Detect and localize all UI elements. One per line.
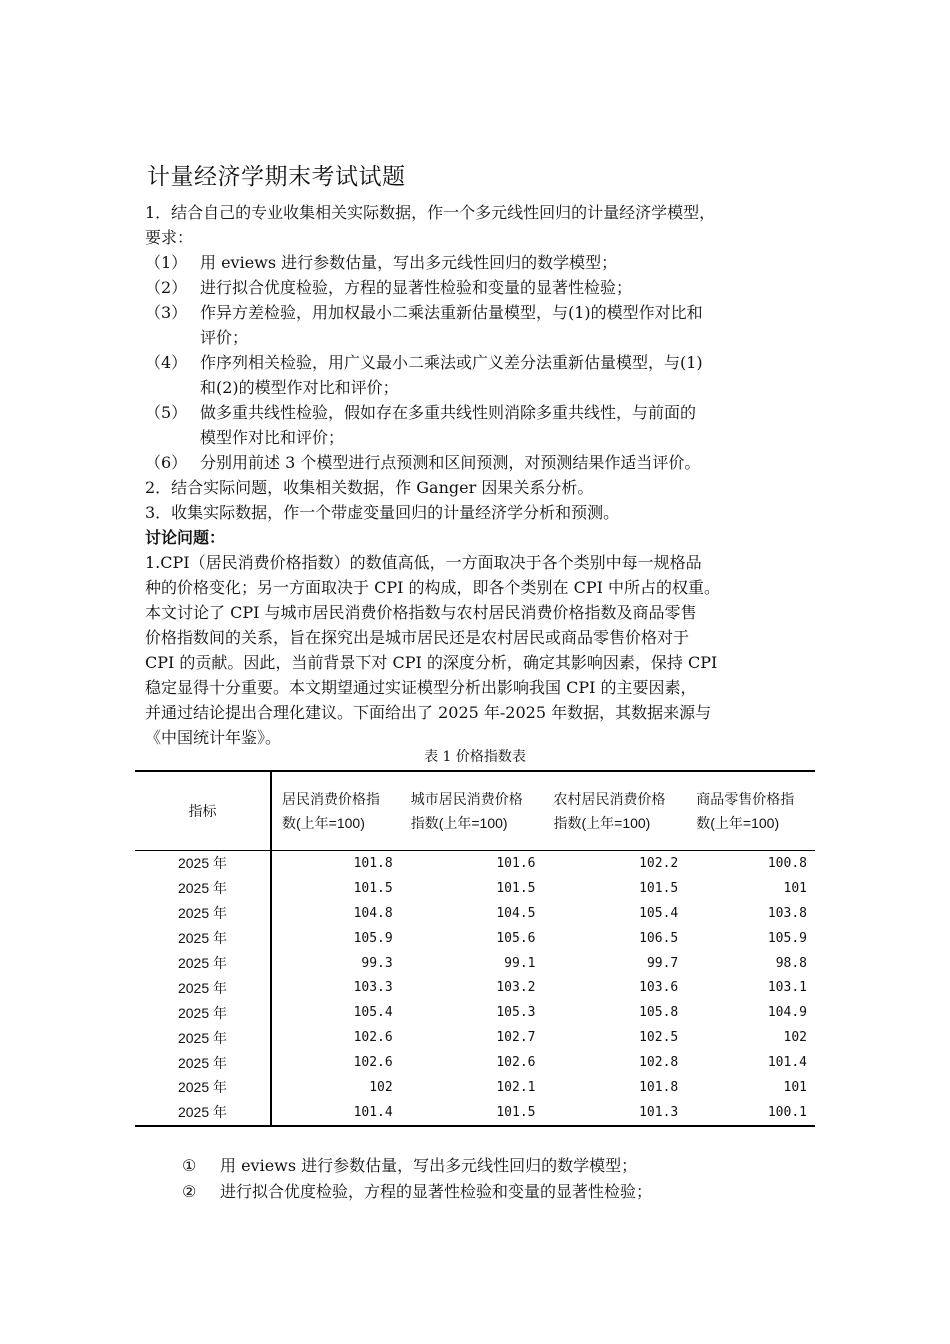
discussion-line: 1.CPI（居民消费价格指数）的数值高低，一方面取决于各个类别中每一规格品 [145, 553, 702, 572]
year-cell: 2025 年 [135, 926, 271, 951]
item-text: 用 eviews 进行参数估量，写出多元线性回归的数学模型； [200, 253, 618, 272]
page-title: 计量经济学期末考试试题 [147, 164, 406, 190]
value-cell: 102.6 [496, 1055, 536, 1071]
year-cell: 2025 年 [135, 1075, 271, 1100]
discussion-heading: 讨论问题： [145, 528, 226, 547]
question-1-line-1: 1．结合自己的专业收集相关实际数据，作一个多元线性回归的计量经济学模型， [145, 203, 716, 222]
discussion-line: 种的价格变化；另一方面取决于 CPI 的构成，即各个类别在 CPI 中所占的权重。 [145, 578, 721, 597]
requirement-item-6 [145, 450, 825, 475]
value-cell: 102 [369, 1079, 393, 1095]
item-number: （1） [145, 253, 188, 272]
question-3: 3．收集实际数据，作一个带虚变量回归的计量经济学分析和预测。 [145, 503, 620, 522]
requirement-item-1 [145, 250, 825, 275]
table-row [135, 1075, 815, 1100]
year-cell: 2025 年 [135, 1000, 271, 1025]
value-cell: 100.1 [686, 1100, 815, 1126]
item-text-continued: 模型作对比和评价； [200, 428, 345, 447]
value-cell: 102.2 [639, 855, 679, 871]
item-number: （3） [145, 303, 188, 322]
value-cell: 104.9 [767, 1005, 807, 1021]
header-cell: 城市居民消费价格指数(上年=100) [401, 771, 544, 851]
year-cell: 2025 年 [135, 876, 271, 901]
discussion-line: 并通过结论提出合理化建议。下面给出了 2025 年-2025 年数据，其数据来源与 [145, 703, 712, 722]
item-text: 分别用前述 3 个模型进行点预测和区间预测，对预测结果作适当评价。 [200, 453, 701, 472]
sub-item-text: 用 eviews 进行参数估量，写出多元线性回归的数学模型； [220, 1156, 638, 1175]
value-cell: 101.8 [639, 1079, 679, 1095]
requirement-item-4 [145, 350, 825, 375]
table-row [135, 1100, 815, 1126]
value-cell: 102.1 [496, 1079, 536, 1095]
value-cell: 100.8 [767, 855, 807, 871]
requirement-item-2 [145, 275, 825, 300]
value-cell: 105.4 [639, 905, 679, 921]
value-cell: 102 [783, 1030, 807, 1046]
table-row [135, 1050, 815, 1075]
sub-item-marker: ① [182, 1156, 197, 1175]
question-1-line-2: 要求： [145, 228, 194, 247]
table-row [135, 876, 815, 901]
value-cell: 98.8 [775, 955, 807, 971]
value-cell: 102.7 [496, 1030, 536, 1046]
table-row [135, 926, 815, 951]
discussion-line: 稳定显得十分重要。本文期望通过实证模型分析出影响我国 CPI 的主要因素， [145, 678, 697, 697]
value-cell: 105.3 [496, 1005, 536, 1021]
sub-item-text: 进行拟合优度检验，方程的显著性检验和变量的显著性检验； [220, 1182, 653, 1201]
discussion-line: 《中国统计年鉴》。 [145, 728, 282, 747]
item-number: （5） [145, 403, 188, 422]
value-cell: 101 [783, 880, 807, 896]
item-text: 作异方差检验，用加权最小二乘法重新估量模型，与(1)的模型作对比和 [200, 303, 703, 322]
value-cell: 105.9 [767, 930, 807, 946]
value-cell: 104.5 [496, 905, 536, 921]
value-cell: 101.5 [639, 880, 679, 896]
requirement-item-3 [145, 300, 825, 325]
table-row [135, 901, 815, 926]
table-row [135, 1025, 815, 1050]
value-cell: 101.5 [401, 1100, 544, 1126]
value-cell: 103.1 [767, 980, 807, 996]
value-cell: 101.5 [496, 880, 536, 896]
question-2: 2．结合实际问题，收集相关数据，作 Ganger 因果关系分析。 [145, 478, 594, 497]
item-text: 作序列相关检验，用广义最小二乘法或广义差分法重新估量模型，与(1) [200, 353, 703, 372]
item-number: （2） [145, 278, 188, 297]
value-cell: 105.4 [353, 1005, 393, 1021]
value-cell: 102.6 [353, 1055, 393, 1071]
table-header-row [135, 771, 815, 851]
value-cell: 103.3 [353, 980, 393, 996]
value-cell: 101.5 [353, 880, 393, 896]
requirement-item-5 [145, 400, 825, 425]
header-cell: 农村居民消费价格指数(上年=100) [543, 771, 686, 851]
discussion-line: CPI 的贡献。因此，当前背景下对 CPI 的深度分析，确定其影响因素，保持 CPI [145, 653, 718, 672]
item-text-continued: 和(2)的模型作对比和评价； [200, 378, 399, 397]
value-cell: 105.9 [353, 930, 393, 946]
value-cell: 103.6 [639, 980, 679, 996]
year-cell: 2025 年 [135, 1100, 271, 1126]
table-row [135, 975, 815, 1000]
item-text-continued: 评价； [200, 328, 249, 347]
header-cell-indicator: 指标 [135, 771, 271, 851]
item-text: 进行拟合优度检验，方程的显著性检验和变量的显著性检验； [200, 278, 633, 297]
value-cell: 99.1 [504, 955, 536, 971]
value-cell: 101.4 [767, 1055, 807, 1071]
table-caption: 表 1 价格指数表 [424, 749, 526, 765]
price-index-table [135, 770, 815, 1127]
value-cell: 101 [783, 1079, 807, 1095]
value-cell: 102.8 [639, 1055, 679, 1071]
sub-items-list [182, 1153, 652, 1205]
header-cell: 居民消费价格指数(上年=100) [271, 771, 401, 851]
item-number: （4） [145, 353, 188, 372]
discussion-line: 价格指数间的关系，旨在探究出是城市居民还是农村居民或商品零售价格对于 [145, 628, 690, 647]
sub-item-marker: ② [182, 1182, 197, 1201]
value-cell: 101.6 [496, 855, 536, 871]
value-cell: 101.8 [353, 855, 393, 871]
table-row [135, 1000, 815, 1025]
year-cell: 2025 年 [135, 851, 271, 876]
year-cell: 2025 年 [135, 1025, 271, 1050]
year-cell: 2025 年 [135, 951, 271, 976]
value-cell: 105.8 [639, 1005, 679, 1021]
questions-section [145, 200, 825, 750]
value-cell: 103.8 [767, 905, 807, 921]
table-row [135, 951, 815, 976]
header-cell: 商品零售价格指数(上年=100) [686, 771, 815, 851]
value-cell: 101.3 [543, 1100, 686, 1126]
year-cell: 2025 年 [135, 975, 271, 1000]
value-cell: 101.4 [271, 1100, 401, 1126]
value-cell: 102.6 [353, 1030, 393, 1046]
value-cell: 106.5 [639, 930, 679, 946]
year-cell: 2025 年 [135, 901, 271, 926]
value-cell: 105.6 [496, 930, 536, 946]
sub-item [182, 1153, 652, 1179]
sub-item [182, 1179, 652, 1205]
value-cell: 103.2 [496, 980, 536, 996]
table-row [135, 851, 815, 876]
item-number: （6） [145, 453, 188, 472]
value-cell: 99.3 [361, 955, 393, 971]
year-cell: 2025 年 [135, 1050, 271, 1075]
table-body [135, 851, 815, 1126]
value-cell: 99.7 [646, 955, 679, 971]
discussion-line: 本文讨论了 CPI 与城市居民消费价格指数与农村居民消费价格指数及商品零售 [145, 603, 697, 622]
value-cell: 102.5 [639, 1030, 679, 1046]
value-cell: 104.8 [353, 905, 393, 921]
item-text: 做多重共线性检验，假如存在多重共线性则消除多重共线性，与前面的 [200, 403, 697, 422]
